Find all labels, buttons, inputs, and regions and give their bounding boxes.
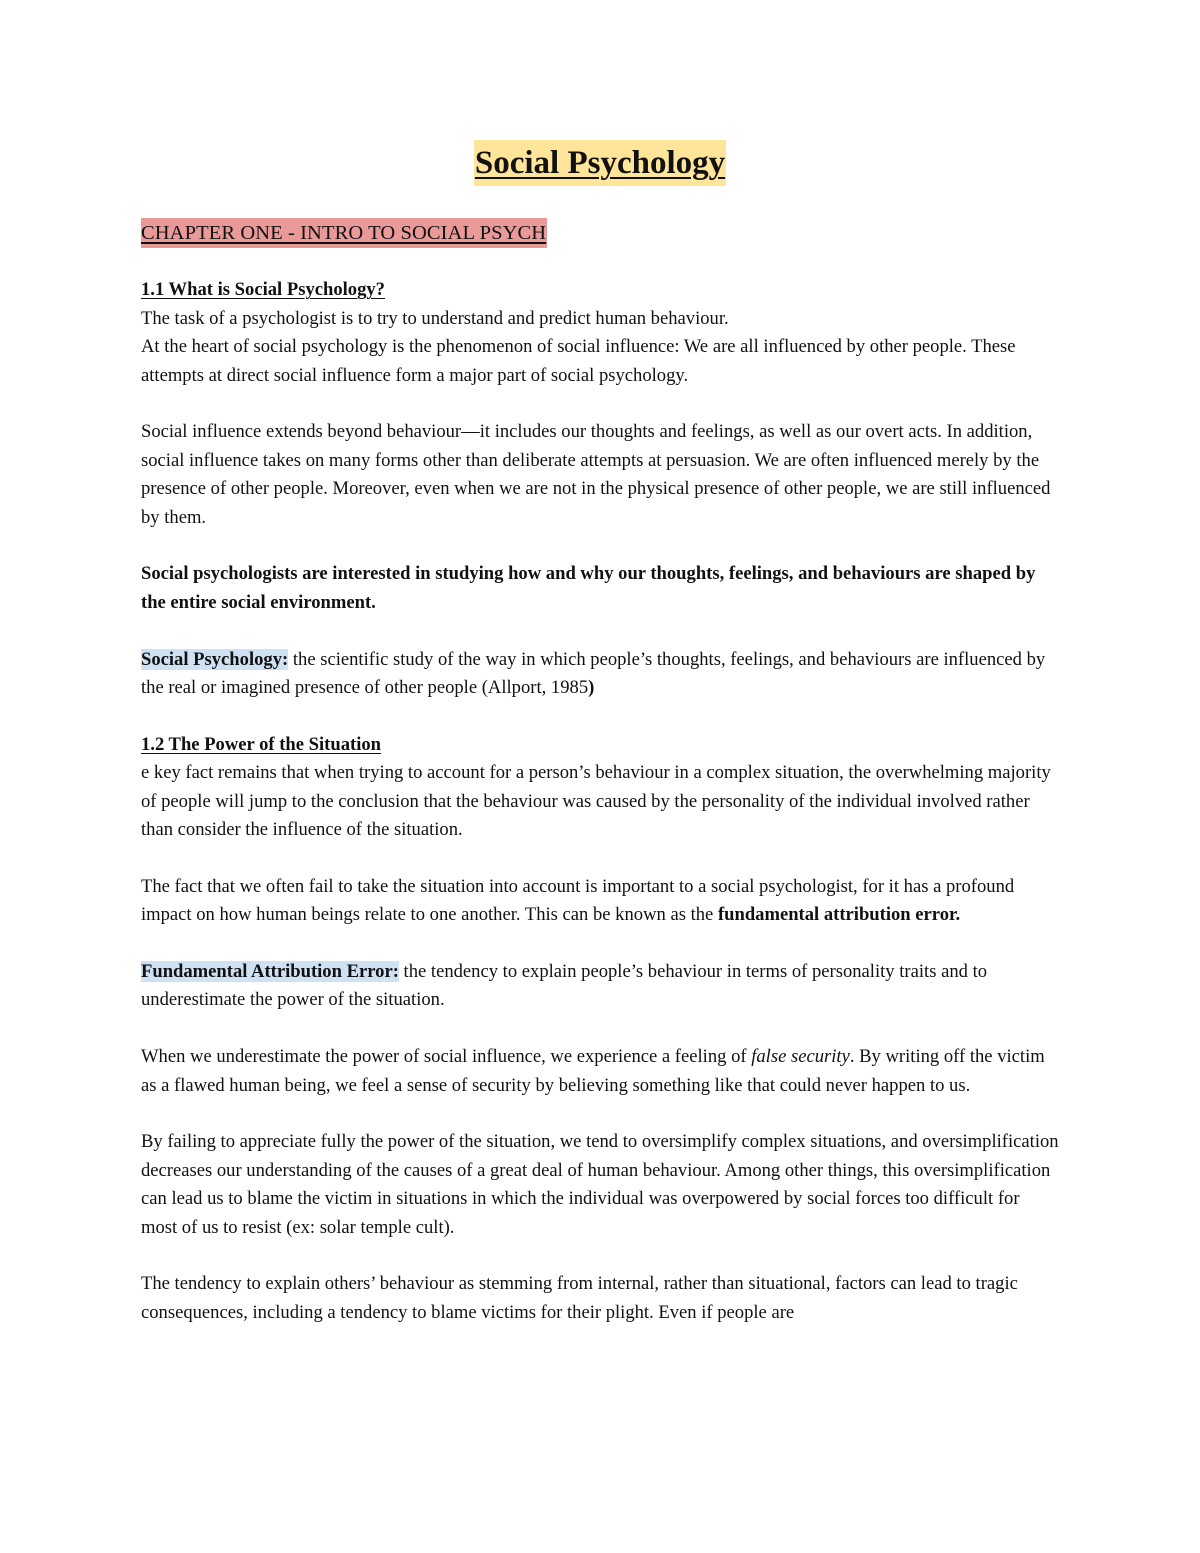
section2-paragraph-false-security	[141, 1043, 1059, 1100]
section2-fae-bold-term: fundamental attribution error.	[717, 904, 961, 926]
section2-paragraph-tendency: The tendency to explain others’ behaviour as stemming from internal, rather than situational, factors can lead to tragic consequences, including a tendency to blame victims for their plight. Even if people are	[141, 1273, 1018, 1323]
chapter-block	[141, 218, 1059, 248]
section2-paragraph-key-fact: e key fact remains that when trying to account for a person’s behaviour in a complex situation, the overwhelming majority of people will jump to the conclusion that the behaviour was caused by the personality of the individual involved rather than consider the influence of the situation.	[141, 762, 1051, 841]
definition-text-social-psychology: the scientific study of the way in which people’s thoughts, feelings, and behaviours are influenced by the real or imagined presence of other people (Allport, 1985	[141, 648, 1046, 699]
section1-bold-statement: Social psychologists are interested in studying how and why our thoughts, feelings, and behaviours are shaped by the entire social environment.	[141, 563, 1036, 613]
section2-paragraph-fae-intro-text: The fact that we often fail to take the situation into account is important to a social psychologist, for it has a profound impact on how human beings relate to one another. This can be known as the	[141, 875, 1015, 926]
section-heading-1-2: 1.2 The Power of the Situation	[141, 733, 382, 755]
chapter-heading: CHAPTER ONE - INTRO TO SOCIAL PSYCH	[141, 218, 547, 248]
false-security-text-start: When we underestimate the power of social influence, we experience a feeling of	[141, 1046, 752, 1068]
section2-paragraph-oversimplify: By failing to appreciate fully the power of the situation, we tend to oversimplify complex situations, and oversimplification decreases our understanding of the causes of a great deal of human behaviour. Among other things, this oversimplification can lead us to blame the victim in situations in which the individual was overpowered by social forces too difficult for most of us to resist (ex: solar temple cult).	[141, 1131, 1059, 1238]
document-page	[141, 140, 1059, 1327]
definition-text-fae: the tendency to explain people’s behaviour in terms of personality traits and to underestimate the power of the situation.	[141, 961, 988, 1011]
definition-close-paren: )	[588, 677, 595, 699]
section1-paragraph-social-influence: Social influence extends beyond behaviour—it includes our thoughts and feelings, as well as our overt acts. In addition, social influence takes on many forms other than deliberate attempts at persuasion. We are often influenced merely by the presence of other people. Moreover, even when we are not in the physical presence of other people, we are still influenced by them.	[141, 421, 1051, 528]
false-security-italic: false security	[751, 1046, 850, 1068]
definition-fundamental-attribution-error	[141, 958, 1059, 1015]
title-block	[141, 140, 1059, 188]
section-heading-1-1: 1.1 What is Social Psychology?	[141, 279, 385, 301]
document-title: Social Psychology	[474, 140, 726, 186]
section1-intro-line2: At the heart of social psychology is the phenomenon of social influence: We are all influenced by other people. These attempts at direct social influence form a major part of social psychology.	[141, 336, 1016, 386]
false-security-text-end: . By writing off the victim as a flawed human being, we feel a sense of security by believing something like that could never happen to us.	[141, 1046, 1045, 1096]
definition-term-social-psychology: Social Psychology:	[141, 648, 289, 670]
definition-social-psychology	[141, 646, 1059, 703]
section2-paragraph-fae-intro	[141, 873, 1059, 930]
section1-intro-line1: The task of a psychologist is to try to understand and predict human behaviour.	[141, 307, 729, 329]
definition-term-fae: Fundamental Attribution Error:	[141, 961, 399, 983]
